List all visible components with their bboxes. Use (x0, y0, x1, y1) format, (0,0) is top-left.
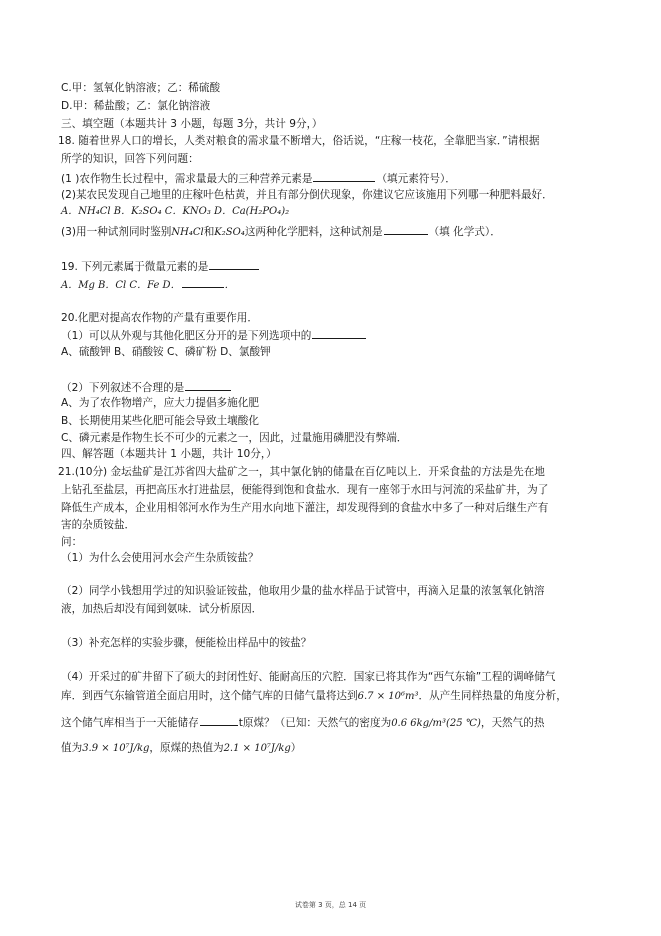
page-footer: 试卷第 3 页，总 14 页 (294, 901, 367, 909)
question-18-stem: 18. 随着世界人口的增长，人类对粮食的需求量不断增大，俗话说，“庄稼一枝花，全靠肥当家．”请根据 (58, 135, 540, 147)
question-21-stem-2: 上钻孔至盐层，再把高压水打进盐层，便能得到饱和食盐水．现有一座邻于水田与河流的采盐矿井，为了 (61, 484, 549, 496)
q18-3-text: (3)用一种试剂同时鉴别 (61, 226, 172, 238)
q18-1-text-end: （填元素符号）． (376, 173, 456, 185)
q19-options-end: ． (224, 280, 235, 291)
question-19 (61, 258, 260, 274)
q20-1-text: （1）可以从外观与其他化肥区分开的是下列选项中的 (61, 330, 312, 342)
question-21-part-4-cont-3 (61, 741, 301, 756)
question-20-option-c: C、磷元素是作物生长不可少的元素之一，因此，过量施用磷肥没有弊端． (61, 432, 408, 444)
answer-blank[interactable] (313, 170, 375, 182)
question-21-stem-3: 降低生产成本，企业用相邻河水作为生产用水向地下灌注，却发现得到的食盐水中多了一种对后继生产有 (61, 502, 549, 514)
q21-4-text-3: 这个储气库相当于一天能储存 (61, 717, 199, 729)
question-18-part-2: (2)某农民发现自己地里的庄稼叶色枯黄，并且有部分倒伏现象，你建议它应该施用下列哪一种肥料最好． (61, 189, 553, 201)
q21-4-text-8: ） (290, 742, 302, 754)
q21-4-text-2: ．从产生同样热量的角度分析， (418, 690, 567, 702)
q19-options-text: A．Mg B．Cl C．Fe D． (61, 280, 181, 291)
answer-blank[interactable] (182, 276, 224, 288)
q21-4-text-6: 值为 (61, 742, 83, 754)
question-21-part-4: （4）开采过的矿井留下了硕大的封闭性好、能耐高压的穴腔．国家已将其作为“西气东输”工程的调峰储气 (61, 671, 556, 683)
question-18-part-3 (61, 223, 501, 240)
formula-gas-volume: 6.7 × 10⁶m³ (357, 691, 419, 702)
question-20-part-1 (61, 327, 367, 343)
answer-blank[interactable] (312, 327, 366, 339)
question-19-options (61, 276, 235, 293)
question-21-ask: 问： (61, 536, 83, 548)
formula-coal-heat: 2.1 × 10⁷J/kg (223, 743, 291, 754)
q18-3-text-2: 这两种化学肥料，这种试剂是 (244, 226, 383, 238)
q21-4-text-4: t原煤？（已知：天然气的密度为 (238, 717, 392, 729)
section-4-heading: 四、解答题（本题共计 1 小题，共计 10分，） (61, 448, 277, 460)
q18-1-text: (1 )农作物生长过程中，需求量最大的三种营养元素是 (61, 173, 313, 185)
formula-density: 0.6 6kg/m³(25 ℃) (391, 718, 481, 729)
formula-k2so4: K₂SO₄ (214, 227, 245, 238)
formula-gas-heat: 3.9 × 10⁷J/kg (82, 743, 150, 754)
question-20-part-2 (61, 379, 232, 395)
question-18-part-1 (61, 170, 456, 186)
question-21-part-1: （1）为什么会使用河水会产生杂质铵盐？ (61, 552, 259, 564)
answer-blank[interactable] (384, 223, 428, 235)
answer-blank[interactable] (209, 258, 259, 270)
q21-4-text-7: ，原煤的热值为 (149, 742, 224, 754)
q19-text: 19. 下列元素属于微量元素的是 (61, 261, 209, 273)
answer-blank[interactable] (200, 714, 238, 726)
question-21-stem-4: 害的杂质铵盐． (61, 519, 136, 531)
formula-nh4cl: NH₄Cl (171, 227, 204, 238)
question-21-part-2: （2）同学小钱想用学过的知识验证铵盐，他取用少量的盐水样品于试管中，再滴入足量的浓氢氧化钠溶 (61, 585, 545, 597)
answer-blank[interactable] (185, 379, 231, 391)
question-18-part-2-options: A．NH₄Cl B．K₂SO₄ C．KNO₃ D．Ca(H₂PO₄)₂ (61, 206, 290, 217)
q21-4-text-5: ，天然气的热 (480, 717, 545, 729)
question-21-part-4-cont (61, 689, 567, 704)
question-20-part-1-options: A、硫酸钾 B、硝酸铵 C、磷矿粉 D、氯酸钾 (61, 346, 271, 358)
section-3-heading: 三、填空题（本题共计 3 小题，每题 3分，共计 9分，） (61, 118, 323, 130)
question-20-option-b: B、长期使用某些化肥可能会导致土壤酸化 (61, 415, 259, 427)
question-20-option-a: A、为了农作物增产，应大力提倡多施化肥 (61, 397, 259, 409)
question-21-part-2-cont: 液，加热后却没有闻到氨味．试分析原因． (61, 603, 263, 615)
q20-2-text: （2）下列叙述不合理的是 (61, 382, 185, 394)
q21-4-text: 库．到西气东输管道全面启用时，这个储气库的日储气量将达到 (61, 690, 358, 702)
question-20: 20.化肥对提高农作物的产量有重要作用． (61, 312, 258, 324)
option-d-line: D.甲：稀盐酸；乙：氯化钠溶液 (61, 100, 211, 112)
question-21-part-4-cont-2 (61, 714, 544, 731)
question-18-stem-cont: 所学的知识，回答下列问题： (61, 153, 199, 165)
q18-3-and: 和 (203, 226, 215, 238)
option-c-line: C.甲：氢氧化钠溶液；乙：稀硫酸 (61, 82, 221, 94)
question-21-stem: 21.(10分) 金坛盐矿是江苏省四大盐矿之一，其中氯化钠的储量在百亿吨以上．开采食盐的方法是先在地 (58, 466, 545, 478)
question-21-part-3: （3）补充怎样的实验步骤，便能检出样品中的铵盐？ (61, 637, 312, 649)
q18-3-text-end: （填 化学式）． (428, 226, 501, 238)
